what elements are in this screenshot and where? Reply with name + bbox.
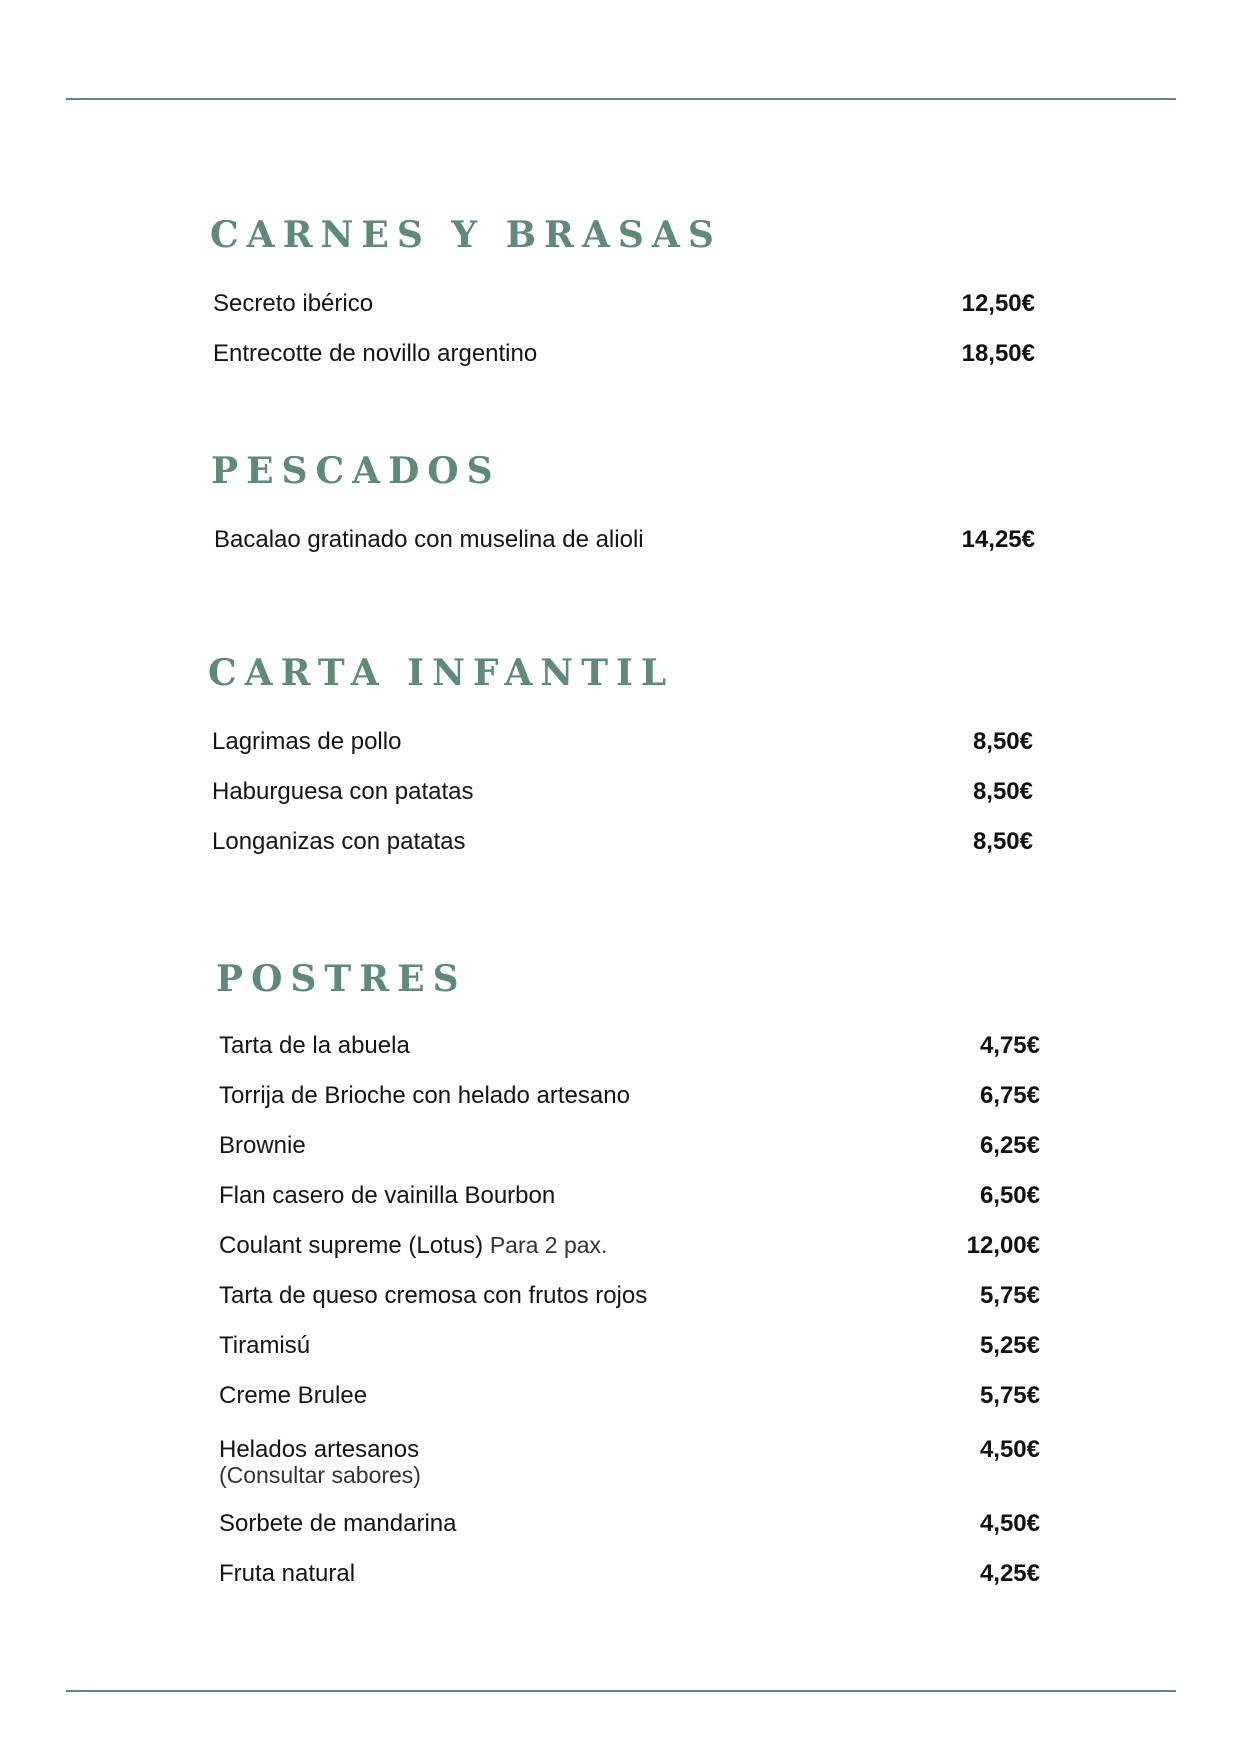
item-name: Brownie <box>219 1132 306 1159</box>
item-price: 5,75€ <box>979 1282 1040 1309</box>
item-price: 8,50€ <box>972 778 1033 805</box>
section-title-carnes: CARNES Y BRASAS <box>210 214 722 256</box>
item-price: 14,25€ <box>961 526 1035 553</box>
menu-item <box>219 1132 1040 1172</box>
item-name: Tarta de queso cremosa con frutos rojos <box>219 1282 648 1309</box>
item-price: 6,75€ <box>979 1082 1040 1109</box>
item-name: Helados artesanos <box>219 1436 420 1463</box>
item-name: Flan casero de vainilla Bourbon <box>219 1182 556 1209</box>
bottom-divider <box>66 1690 1176 1692</box>
item-name: Sorbete de mandarina <box>219 1510 457 1537</box>
item-name: Fruta natural <box>219 1560 356 1587</box>
item-sub: (Consultar sabores) <box>219 1462 421 1488</box>
item-price: 6,25€ <box>979 1132 1040 1159</box>
section-title-pescados: PESCADOS <box>211 450 501 492</box>
menu-item <box>219 1382 1040 1422</box>
menu-item <box>219 1332 1040 1372</box>
item-price: 6,50€ <box>979 1182 1040 1209</box>
item-price: 4,25€ <box>979 1560 1040 1587</box>
item-name: Bacalao gratinado con muselina de alioli <box>214 526 644 553</box>
item-name: Longanizas con patatas <box>212 828 466 855</box>
item-name: Lagrimas de pollo <box>212 728 402 755</box>
menu-item <box>219 1082 1040 1122</box>
section-title-postres: POSTRES <box>216 958 467 1000</box>
item-name <box>219 1232 607 1260</box>
item-note: Para 2 pax. <box>489 1232 608 1258</box>
menu-item <box>219 1282 1040 1322</box>
menu-item <box>212 728 1033 768</box>
menu-item <box>219 1232 1040 1272</box>
item-name: Secreto ibérico <box>213 290 374 317</box>
item-price: 4,50€ <box>979 1510 1040 1537</box>
item-price: 8,50€ <box>972 728 1033 755</box>
item-name: Torrija de Brioche con helado artesano <box>219 1082 630 1109</box>
top-divider <box>66 98 1176 100</box>
menu-item <box>219 1560 1040 1600</box>
section-title-carta-infantil: CARTA INFANTIL <box>208 652 675 694</box>
menu-item <box>219 1436 1040 1496</box>
item-name-text: Coulant supreme (Lotus) <box>219 1232 484 1259</box>
item-name: Haburguesa con patatas <box>212 778 474 805</box>
menu-item <box>219 1510 1040 1550</box>
item-price: 18,50€ <box>961 340 1035 367</box>
menu-item <box>214 526 1035 566</box>
item-price: 12,50€ <box>961 290 1035 317</box>
menu-item <box>219 1032 1040 1072</box>
item-price: 8,50€ <box>972 828 1033 855</box>
menu-item <box>212 778 1033 818</box>
item-name: Entrecotte de novillo argentino <box>213 340 538 367</box>
menu-item <box>219 1182 1040 1222</box>
item-price: 4,50€ <box>979 1436 1040 1463</box>
item-price: 5,75€ <box>979 1382 1040 1409</box>
item-name: Tarta de la abuela <box>219 1032 410 1059</box>
item-price: 5,25€ <box>979 1332 1040 1359</box>
item-price: 4,75€ <box>979 1032 1040 1059</box>
menu-item <box>212 828 1033 868</box>
menu-item <box>213 340 1035 380</box>
item-price: 12,00€ <box>966 1232 1040 1259</box>
item-name: Creme Brulee <box>219 1382 368 1409</box>
item-name: Tiramisú <box>219 1332 311 1359</box>
menu-item <box>213 290 1035 330</box>
